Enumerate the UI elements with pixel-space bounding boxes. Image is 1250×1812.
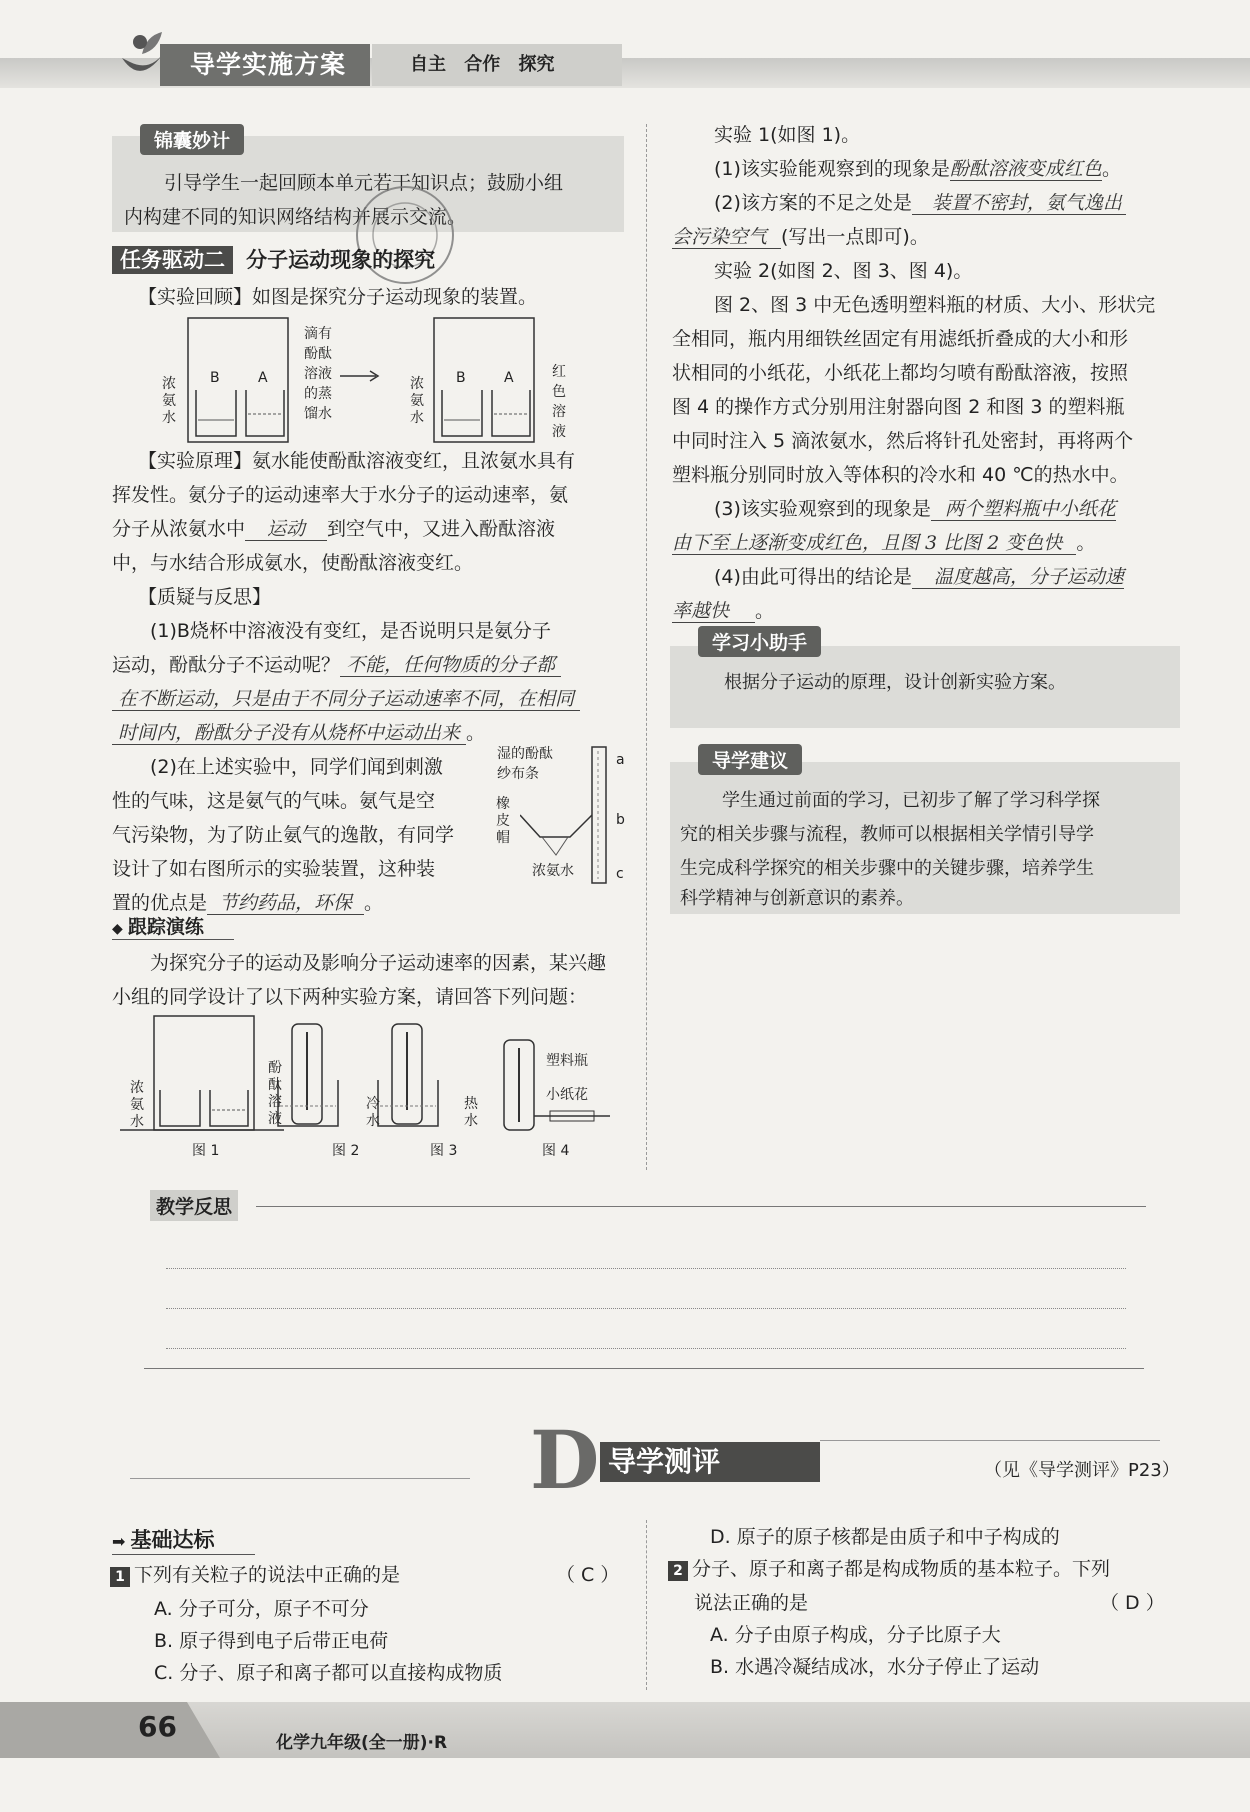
test-q2-option-b: B. 水遇冷凝结成冰，水分子停止了运动	[710, 1656, 1040, 1678]
r2-line-1: (2)该方案的不足之处是 装置不密封，氨气逸出	[714, 186, 1126, 220]
q1-line-1: (1)B烧杯中溶液没有变红，是否说明只是氨分子	[150, 620, 551, 642]
advice-line-2: 究的相关步骤与流程，教师可以根据相关学情引导学	[680, 824, 1094, 845]
label-a-left: A	[258, 370, 268, 386]
fig4-caption: 图 4	[542, 1143, 570, 1159]
q2-line-3: 气污染物，为了防止氨气的逸散，有同学	[112, 824, 455, 846]
fig1-phenol-label: 酚酞溶液	[268, 1060, 282, 1127]
test-divider	[646, 1520, 647, 1690]
q2-line-1: (2)在上述实验中，同学们闻到刺激	[150, 756, 443, 778]
label-rubber-cap: 橡皮帽	[496, 796, 510, 846]
para-line-1: 图 2、图 3 中无色透明塑料瓶的材质、大小、形状完	[714, 294, 1156, 316]
arrow-icon: ➡	[112, 1532, 126, 1551]
test-left-rule	[130, 1478, 470, 1479]
fig2-caption: 图 2	[332, 1143, 360, 1159]
r4-line-1: (4)由此可得出的结论是 温度越高，分子运动速	[714, 566, 1124, 588]
test-right-rule	[820, 1440, 1160, 1441]
fig1-ammonia-label: 浓氨水	[130, 1080, 144, 1130]
label-ammonia-right: 浓氨水	[410, 376, 424, 426]
fig4-flower-label: 小纸花	[546, 1087, 588, 1103]
answer-r2-b: 会污染空气	[672, 226, 781, 249]
test-q2-line-1: 2 分子、原子和离子都是构成物质的基本粒子。下列	[668, 1552, 1110, 1586]
label-b-left: B	[210, 370, 220, 386]
q2-line-5: 置的优点是 节约药品，环保 。	[112, 892, 384, 914]
para-line-4: 图 4 的操作方式分别用注射器向图 2 和图 3 的塑料瓶	[672, 396, 1125, 418]
tips-line-1: 引导学生一起回顾本单元若干知识点；鼓励小组	[164, 172, 564, 194]
test-title: 导学测评	[600, 1442, 820, 1482]
label-tube-c: c	[616, 866, 624, 882]
track-line-1: 为探究分子的运动及影响分子运动速率的因素，某兴趣	[150, 952, 607, 974]
answer-q2: 节约药品，环保	[207, 892, 364, 915]
para-line-5: 中同时注入 5 滴浓氨水，然后将针孔处密封，再将两个	[672, 430, 1134, 452]
test-q2-line-2: 说法正确的是	[694, 1592, 809, 1614]
header-title: 导学实施方案	[160, 44, 370, 86]
advice-line-3: 生完成科学探究的相关步骤中的关键步骤，培养学生	[680, 858, 1094, 879]
task-title: 分子运动现象的探究	[246, 248, 436, 272]
answer-movement: 运动	[245, 518, 327, 541]
helper-pill: 学习小助手	[698, 626, 821, 657]
q2-line-4: 设计了如右图所示的实验装置，这种装	[112, 858, 436, 880]
label-ammonia-left: 浓氨水	[162, 376, 176, 426]
r2-line-2: 会污染空气 (写出一点即可)。	[672, 226, 929, 248]
r3-line-1: (3)该实验观察到的现象是 两个塑料瓶中小纸花	[714, 498, 1116, 520]
helper-text: 根据分子运动的原理，设计创新实验方案。	[724, 672, 1066, 693]
test-q2-answer: （ D ）	[1100, 1592, 1165, 1614]
test-q2-option-a: A. 分子由原子构成，分子比原子大	[710, 1624, 1001, 1646]
advice-line-4: 科学精神与创新意识的素养。	[680, 888, 914, 909]
para-line-3: 状相同的小纸花，小纸花上都均匀喷有酚酞溶液，按照	[672, 362, 1129, 384]
reflection-line-3	[166, 1348, 1126, 1349]
track-line-2: 小组的同学设计了以下两种实验方案，请回答下列问题：	[112, 986, 588, 1008]
answer-q1-c: 时间内，酚酞分子没有从烧杯中运动出来	[112, 722, 466, 745]
reflection-top-line	[256, 1206, 1146, 1207]
review-text: 【实验回顾】如图是探究分子运动现象的装置。	[138, 286, 538, 308]
label-wet-gauze: 湿的酚酞纱布条	[497, 746, 553, 782]
advice-pill: 导学建议	[698, 744, 802, 775]
fig1-caption: 图 1	[192, 1143, 220, 1159]
basic-heading: ➡ 基础达标	[112, 1524, 255, 1555]
test-q1: 1 下列有关粒子的说法中正确的是	[110, 1558, 400, 1592]
test-reference: （见《导学测评》P23）	[984, 1460, 1180, 1481]
label-red-solution: 红色溶液	[552, 364, 566, 440]
tips-line-2: 内构建不同的知识网络结构并展示交流。	[124, 206, 467, 228]
footer-page-tab	[0, 1702, 220, 1758]
answer-q1-a: 不能，任何物质的分子都	[340, 654, 561, 677]
tips-pill: 锦囊妙计	[140, 124, 244, 155]
q1-line-4: 时间内，酚酞分子没有从烧杯中运动出来 。	[112, 716, 485, 750]
test-q1-option-b: B. 原子得到电子后带正电荷	[154, 1630, 389, 1652]
r3-line-2: 由下至上逐渐变成红色，且图 3 比图 2 变色快 。	[672, 532, 1096, 554]
page-number: 66	[138, 1710, 177, 1743]
track-heading: ◆ 跟踪演练	[112, 912, 234, 940]
reflection-line-2	[166, 1308, 1126, 1309]
task-tag: 任务驱动二	[112, 246, 233, 274]
label-b-right: B	[456, 370, 466, 386]
reflection-line-1	[166, 1268, 1126, 1269]
q1-line-2: 运动，酚酞分子不运动呢？ 不能，任何物质的分子都	[112, 648, 561, 682]
exp2-title: 实验 2(如图 2、图 3、图 4)。	[714, 260, 973, 282]
principle-line-3: 分子从浓氨水中 运动 到空气中，又进入酚酞溶液	[112, 518, 556, 540]
column-divider	[646, 124, 647, 1170]
fig3-caption: 图 3	[430, 1143, 458, 1159]
answer-r3-b: 由下至上逐渐变成红色，且图 3 比图 2 变色快	[672, 532, 1076, 555]
test-q1-option-d: D. 原子的原子核都是由质子和中子构成的	[710, 1526, 1060, 1548]
answer-r1: 酚酞溶液变成红色	[949, 158, 1102, 180]
diamond-icon: ◆	[112, 921, 123, 937]
principle-line-1: 【实验原理】氨水能使酚酞溶液变红，且浓氨水具有	[138, 450, 576, 472]
answer-r4-a: 温度越高，分子运动速	[912, 566, 1124, 589]
principle-line-4: 中，与水结合形成氨水，使酚酞溶液变红。	[112, 552, 474, 574]
principle-line-2: 挥发性。氨分子的运动速率大于水分子的运动速率，氨	[112, 484, 569, 506]
test-q1-answer: （ C ）	[556, 1564, 620, 1586]
label-a-right: A	[504, 370, 514, 386]
advice-line-1: 学生通过前面的学习，已初步了解了学习科学探	[722, 790, 1100, 811]
answer-q1-b: 在不断运动，只是由于不同分子运动速率不同，在相同	[112, 688, 580, 711]
label-tube-ammonia: 浓氨水	[532, 863, 574, 879]
reflection-label: 教学反思	[150, 1190, 238, 1221]
label-tube-b: b	[616, 812, 625, 828]
answer-r2-a: 装置不密封，氨气逸出	[912, 192, 1126, 215]
book-title: 化学九年级(全一册)·R	[276, 1733, 448, 1753]
q1-line-3	[112, 682, 580, 716]
label-phenol-water: 滴有酚酞溶液的蒸馏水	[304, 326, 332, 422]
doubt-heading: 【质疑与反思】	[138, 586, 272, 608]
fig4-bottle-label: 塑料瓶	[546, 1053, 588, 1069]
fig3-hot-label: 热水	[464, 1096, 478, 1129]
fig2-cold-label: 冷水	[366, 1096, 380, 1129]
label-tube-a: a	[616, 752, 625, 768]
test-q1-option-c: C. 分子、原子和离子都可以直接构成物质	[154, 1662, 503, 1684]
test-q1-option-a: A. 分子可分，原子不可分	[154, 1598, 369, 1620]
header-labels: 自主 合作 探究	[372, 44, 622, 86]
task-heading	[112, 244, 435, 274]
test-big-letter: D	[530, 1413, 600, 1507]
para-line-2: 全相同，瓶内用细铁丝固定有用滤纸折叠成的大小和形	[672, 328, 1129, 350]
q2-line-2: 性的气味，这是氨气的气味。氨气是空	[112, 790, 436, 812]
reflection-bottom-line	[144, 1368, 1144, 1369]
exp1-title: 实验 1(如图 1)。	[714, 124, 861, 146]
answer-r4-b: 率越快	[672, 600, 755, 623]
para-line-6: 塑料瓶分别同时放入等体积的冷水和 40 ℃的热水中。	[672, 464, 1129, 486]
answer-r3-a: 两个塑料瓶中小纸花	[931, 498, 1116, 521]
r1-line: (1)该实验能观察到的现象是酚酞溶液变成红色。	[714, 158, 1121, 180]
r4-line-2: 率越快 。	[672, 600, 775, 622]
